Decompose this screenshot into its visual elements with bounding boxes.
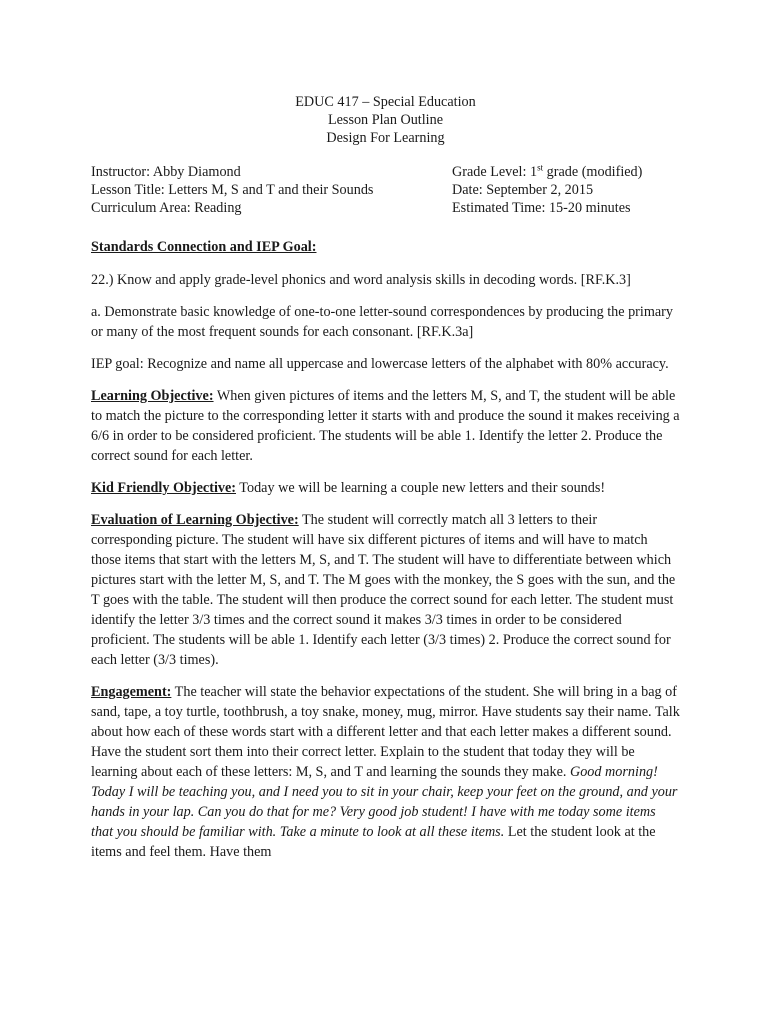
document-type: Lesson Plan Outline <box>327 112 444 128</box>
grade-level <box>452 163 680 181</box>
standard-rf-k-3a: a. Demonstrate basic knowledge of one-to-one letter-sound correspondences by producing the primary or many of the most frequent sounds for each consonant. [RF.K.3a] <box>91 304 673 340</box>
estimated-time: Estimated Time: 15-20 minutes <box>452 200 631 216</box>
evaluation-objective-text: The student will correctly match all 3 letters to their corresponding picture. The student will have six different pictures of items and will have to match those items that start with the letters M, S, and T. The student will have to differentiate between which pictures start with the letter M, S, and T. The M goes with the monkey, the S goes with the sun, and the T goes with the table. The student will then produce the correct sound for each letter. The student must identify the letter 3/3 times and the correct sound it makes 3/3 times in order to be considered proficient. The students will be able 1. Identify each letter (3/3 times) 2. Produce the correct sound for each letter (3/3 times). <box>91 512 676 668</box>
course-title: EDUC 417 – Special Education <box>295 94 476 110</box>
standards-heading: Standards Connection and IEP Goal: <box>91 239 317 255</box>
lesson-date: Date: September 2, 2015 <box>452 182 594 198</box>
standard-rf-k-3: 22.) Know and apply grade-level phonics and word analysis skills in decoding words. [RF.K.3] <box>91 272 631 288</box>
lesson-info <box>91 163 680 217</box>
engagement-label: Engagement: <box>91 684 172 700</box>
kid-friendly-objective-text: Today we will be learning a couple new letters and their sounds! <box>236 480 606 496</box>
lesson-title: Lesson Title: Letters M, S and T and their Sounds <box>91 182 374 198</box>
evaluation-objective-label: Evaluation of Learning Objective: <box>91 512 299 528</box>
kid-friendly-objective-label: Kid Friendly Objective: <box>91 480 237 496</box>
grade-level-ordinal: st <box>537 162 544 173</box>
engagement <box>91 682 680 862</box>
evaluation-objective <box>91 510 680 670</box>
instructor: Instructor: Abby Diamond <box>91 164 241 180</box>
document-header <box>91 93 680 147</box>
document-subtitle: Design For Learning <box>326 130 445 146</box>
grade-level-prefix: Grade Level: 1 <box>452 164 538 180</box>
learning-objective <box>91 386 680 466</box>
grade-level-suffix: grade (modified) <box>543 164 643 180</box>
kid-friendly-objective <box>91 478 680 498</box>
engagement-script: Good morning! Today I will be teaching you, and I need you to sit in your chair, keep your feet on the ground, and your hands in your lap. Can you do that for me? Very good job student! I have with me today some items that you should be familiar with. Take a minute to look at all these items. <box>91 764 678 840</box>
learning-objective-text: When given pictures of items and the letters M, S, and T, the student will be able to match the picture to the corresponding letter it starts with and produce the sound it makes receiving a 6/6 in order to be considered proficient. The students will be able 1. Identify the letter 2. Produce the correct sound for each letter. <box>91 388 680 464</box>
curriculum-area: Curriculum Area: Reading <box>91 200 242 216</box>
engagement-text: The teacher will state the behavior expectations of the student. She will bring in a bag of sand, tape, a toy turtle, toothbrush, a toy snake, money, mug, mirror. Have students say their name. Talk about how each of these words start with a different letter and that each letter makes a different sound. Have the student sort them into their correct letter. Explain to the student that today they will be learning about each of these letters: M, S, and T and learning the sounds they make. <box>91 684 680 780</box>
engagement-text-continued: Let the student look at the items and feel them. Have them <box>91 824 656 860</box>
iep-goal: IEP goal: Recognize and name all uppercase and lowercase letters of the alphabet with 80% accuracy. <box>91 356 669 372</box>
learning-objective-label: Learning Objective: <box>91 388 214 404</box>
